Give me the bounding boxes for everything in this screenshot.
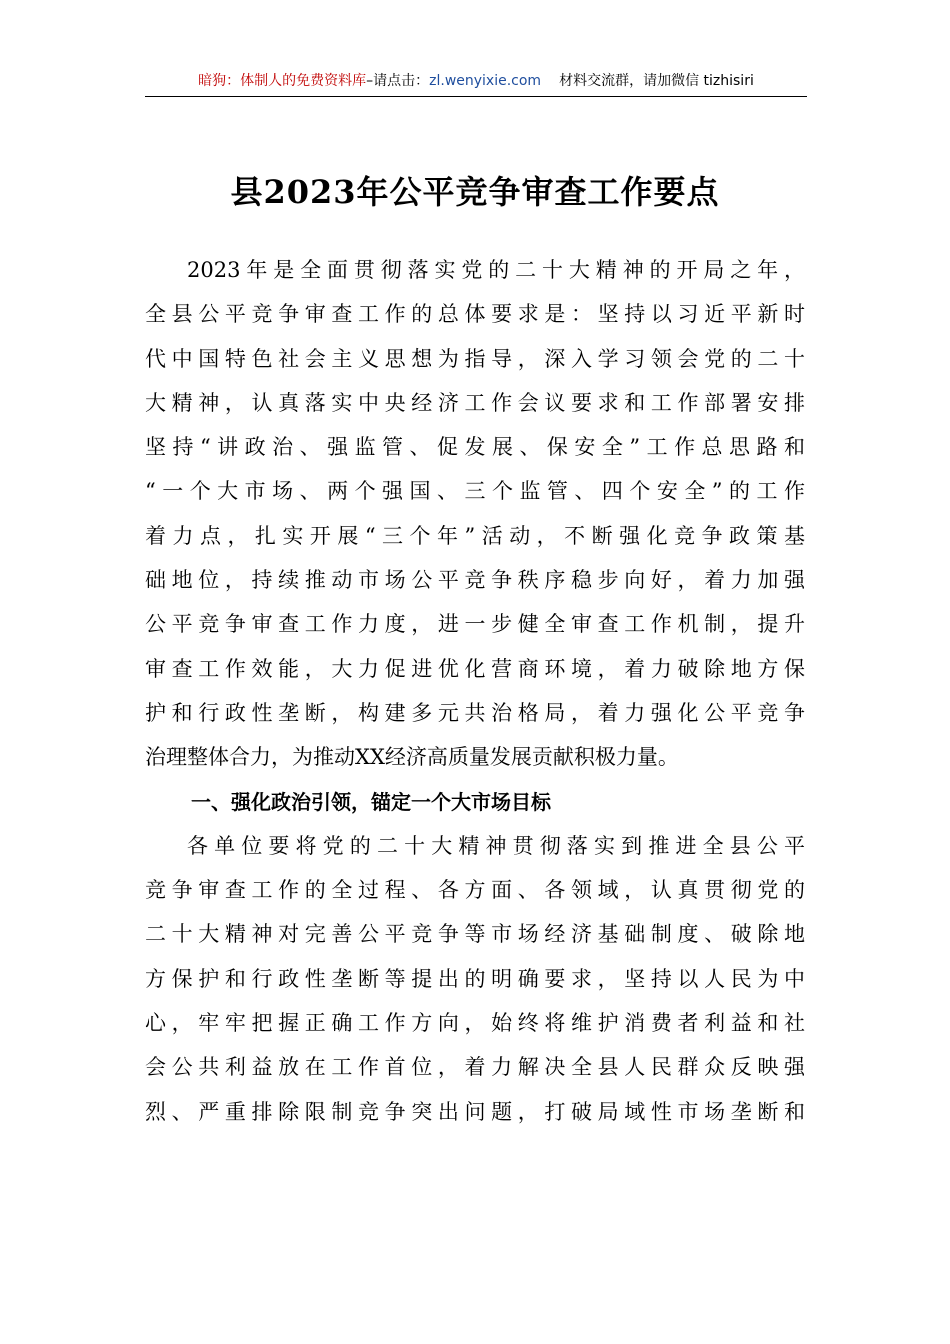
paragraph-line: 二十大精神对完善公平竞争等市场经济基础制度、破除地 <box>145 922 805 947</box>
paragraph-line: 治理整体合力，为推动XX经济高质量发展贡献积极力量。 <box>145 745 679 770</box>
paragraph-line: 着力点，扎实开展“三个年”活动，不断强化竞争政策基 <box>145 523 805 548</box>
page-header <box>145 70 807 97</box>
paragraph-line: 大精神，认真落实中央经济工作会议要求和工作部署安排 <box>145 390 805 415</box>
paragraph-line: 审查工作效能，大力促进优化营商环境，着力破除地方保 <box>145 656 805 681</box>
paragraph-line: 全县公平竞争审查工作的总体要求是：坚持以习近平新时 <box>145 302 805 327</box>
paragraph-line: 会公共利益放在工作首位，着力解决全县人民群众反映强 <box>145 1055 805 1080</box>
header-site-name: 暗狗：体制人的免费资料库 <box>198 73 367 89</box>
paragraph-line: 烈、严重排除限制竞争突出问题，打破局域性市场垄断和 <box>145 1099 805 1124</box>
header-url-link[interactable]: zl.wenyixie.com <box>429 73 542 89</box>
paragraph-line: 础地位，持续推动市场公平竞争秩序稳步向好，着力加强 <box>145 568 805 593</box>
paragraph-line: “一个大市场、两个强国、三个监管、四个安全”的工作 <box>145 479 805 504</box>
document-title: 县2023年公平竞争审查工作要点 <box>230 173 720 211</box>
section-heading: 一、强化政治引领，锚定一个大市场目标 <box>191 789 551 814</box>
paragraph-line: 心，牢牢把握正确工作方向，始终将维护消费者利益和社 <box>145 1011 805 1036</box>
header-group-text: 材料交流群，请加微信 tizhisiri <box>559 73 754 89</box>
paragraph-line: 2023年是全面贯彻落实党的二十大精神的开局之年， <box>187 258 805 282</box>
paragraph-line: 方保护和行政性垄断等提出的明确要求，坚持以人民为中 <box>145 966 805 991</box>
paragraph-line: 代中国特色社会主义思想为指导，深入学习领会党的二十 <box>145 346 805 371</box>
paragraph-line: 各单位要将党的二十大精神贯彻落实到推进全县公平 <box>187 833 805 858</box>
paragraph-line: 竞争审查工作的全过程、各方面、各领域，认真贯彻党的 <box>145 878 805 903</box>
paragraph-line: 护和行政性垄断，构建多元共治格局，着力强化公平竞争 <box>145 700 805 725</box>
header-prompt: –请点击： <box>366 73 430 89</box>
document-body <box>145 248 805 1134</box>
paragraph-line: 公平竞争审查工作力度，进一步健全审查工作机制，提升 <box>145 612 805 637</box>
paragraph-line: 坚持“讲政治、强监管、促发展、保安全”工作总思路和 <box>145 435 805 460</box>
